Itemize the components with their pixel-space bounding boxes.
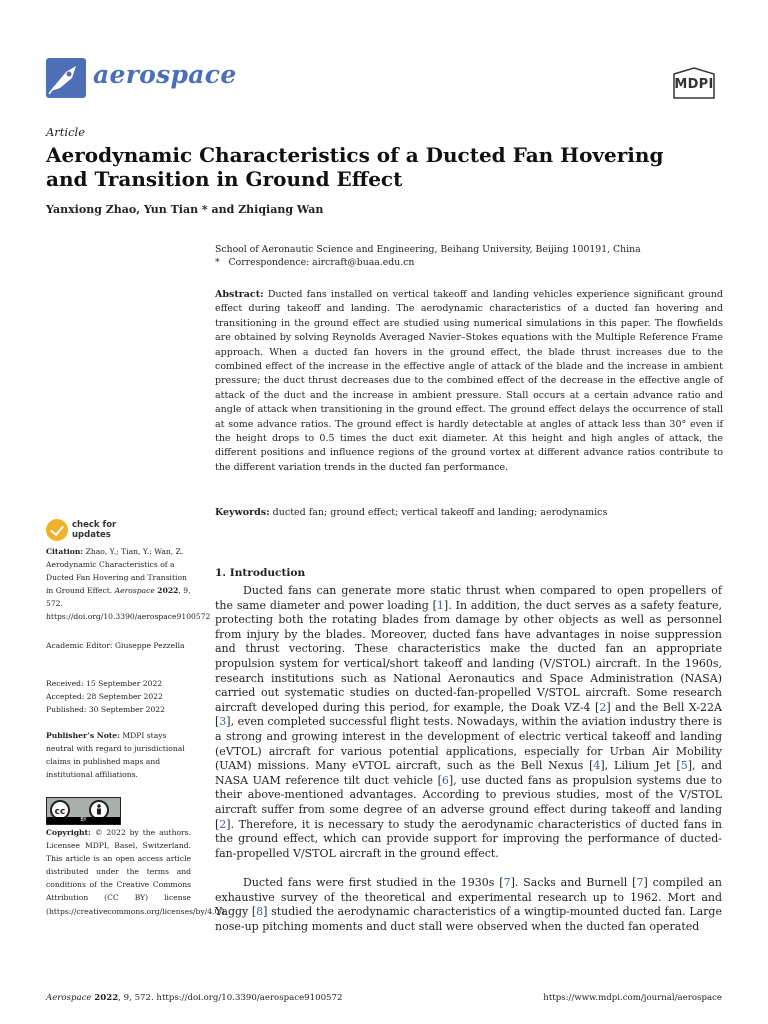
citation-block: Citation: Zhao, Y.; Tian, Y.; Wan, Z. Aerodynamic Characteristics of a Ducted Fan Hovering and Transition in Ground Effect. Aerospace 2022, 9, 572. https://doi.org/10.3390/aerospace9100572 <box>46 547 211 622</box>
dates-block <box>46 677 196 716</box>
citation-link[interactable]: 5 <box>680 759 688 773</box>
journal-logo-text: aerospace <box>93 60 237 89</box>
citation-link[interactable]: 2 <box>599 700 607 714</box>
citation-link[interactable]: 3 <box>219 715 227 729</box>
cc-by-label: BY <box>47 817 120 824</box>
article-type: Article <box>46 125 86 139</box>
abstract <box>215 288 723 475</box>
check-for-updates-button[interactable]: check for updates <box>46 519 176 543</box>
mdpi-logo: MDPI <box>668 66 720 100</box>
abstract-text: Ducted fans installed on vertical takeoff and landing vehicles experience significant ground effect during takeoff and landing. The aerodynamic characteristics of a ducted fan hovering and transitioning in the ground effect are studied using numerical simulations in this paper. The flowfields are obtained by solving Reynolds Averaged Navier–Stokes equations with the Multiple Reference Frame approach. When a ducted fan hovers in the ground effect, the blade thrust increases due to the combined effect of the increase in the effective angle of attack of the blade and the increase in ambient pressure; the duct thrust decreases due to the combined effect of the decrease in the effective angle of attack of the duct and the increase in ambient pressure. Stall occurs at a certain advance ratio and angle of attack when transitioning in the ground effect. The ground effect delays the occurrence of stall at some advance ratios. The ground effect is hardly detectable at angles of attack less than 30° even if the height drops to 0.5 times the duct exit diameter. At this height and high angles of attack, the different positions and influence regions of the ground vortex at different advance ratios contribute to the different variation trends in the ducted fan performance. <box>215 289 723 473</box>
keywords-text: ducted fan; ground effect; vertical takeoff and landing; aerodynamics <box>272 507 608 518</box>
check-updates-icon <box>46 519 68 541</box>
cc-icon: cc <box>50 800 70 820</box>
accepted-date: Accepted: 28 September 2022 <box>46 692 163 702</box>
citation-link[interactable]: 7 <box>503 876 511 889</box>
footer-journal-url[interactable]: https://www.mdpi.com/journal/aerospace <box>543 993 722 1003</box>
citation-link[interactable]: 4 <box>593 759 601 773</box>
cc-license-badge[interactable] <box>46 797 121 825</box>
keywords <box>215 507 723 518</box>
citation-link[interactable]: 7 <box>636 876 644 889</box>
citation-link[interactable]: 8 <box>256 905 264 919</box>
keywords-label: Keywords: <box>215 507 270 518</box>
paragraph-1: Ducted fans can generate more static thrust when compared to open propellers of the same diameter and power loading [1]. In addition, the duct serves as a safety feature, protecting both the rotating blades from damage by other objects as well as personnel from injury by the blades. Moreover, ducted fans have advantages in noise suppression and thrust vectoring. These characteristics make the ducted fan an appropriate propulsion system for vertical/short takeoff and landing (V/STOL) aircraft. In the 1960s, research institutions such as National Aeronautics and Space Administration (NASA) carried out systematic studies on ducted-fan-propelled V/STOL aircraft. Some research aircraft developed during this period, for example, the Doak VZ-4 [2] and the Bell X-22A [3], even completed successful flight tests. Nowadays, within the aviation industry there is a strong and growing interest in the development of electric vertical takeoff and landing (eVTOL) aircraft for various potential applications, especially for Urban Air Mobility (UAM) missions. Many eVTOL aircraft, such as the Bell Nexus [4], Lilium Jet [5], and NASA UAM reference tilt duct vehicle [6], use ducted fans as propulsion systems due to their above-mentioned advantages. According to previous studies, most of the V/STOL aircraft suffer from some degree of an adverse ground effect during takeoff and landing [2]. Therefore, it is necessary to study the aerodynamic characteristics of ducted fans in the ground effect, which can provide support for improving the performance of ducted-fan-propelled V/STOL aircraft in the ground effect. <box>215 584 722 860</box>
copyright-block: Copyright: © 2022 by the authors. Licensee MDPI, Basel, Switzerland. This article is an open access article distributed under the terms and conditions of the Creative Commons Attribution (CC BY) license (https://creativecommons.org/licenses/by/4.0/). <box>46 828 228 916</box>
paragraph-2: Ducted fans were first studied in the 1930s [7]. Sacks and Burnell [7] compiled an exhaustive survey of the theoretical and experimental research up to 1962. Mort and Yaggy [8] studied the aerodynamic characteristics of a wingtip-mounted ducted fan. Large nose-up pitching moments and duct stall were observed when the ducted fan operated <box>215 876 722 933</box>
article-title: Aerodynamic Characteristics of a Ducted Fan Hovering and Transition in Ground Effect <box>46 143 664 191</box>
citation-link[interactable]: 1 <box>436 598 444 612</box>
published-date: Published: 30 September 2022 <box>46 705 165 715</box>
abstract-label: Abstract: <box>215 289 264 300</box>
section-heading: 1. Introduction <box>215 567 306 579</box>
received-date: Received: 15 September 2022 <box>46 679 163 688</box>
article-authors: Yanxiong Zhao, Yun Tian * and Zhiqiang Wan <box>46 203 324 216</box>
citation-link[interactable]: 2 <box>219 817 227 831</box>
affiliation-block <box>215 243 725 269</box>
aerospace-logo-icon <box>46 58 86 98</box>
academic-editor: Academic Editor: Giuseppe Pezzella <box>46 641 185 650</box>
affiliation: School of Aeronautic Science and Engineering, Beihang University, Beijing 100191, China <box>215 244 641 255</box>
footer-citation: Aerospace 2022, 9, 572. https://doi.org/10.3390/aerospace9100572 <box>46 993 343 1003</box>
citation-link[interactable]: 6 <box>441 773 449 787</box>
correspondence: * Correspondence: aircraft@buaa.edu.cn <box>215 257 415 268</box>
publisher-note: Publisher’s Note: MDPI stays neutral with regard to jurisdictional claims in published maps and institutional affiliations. <box>46 731 185 780</box>
